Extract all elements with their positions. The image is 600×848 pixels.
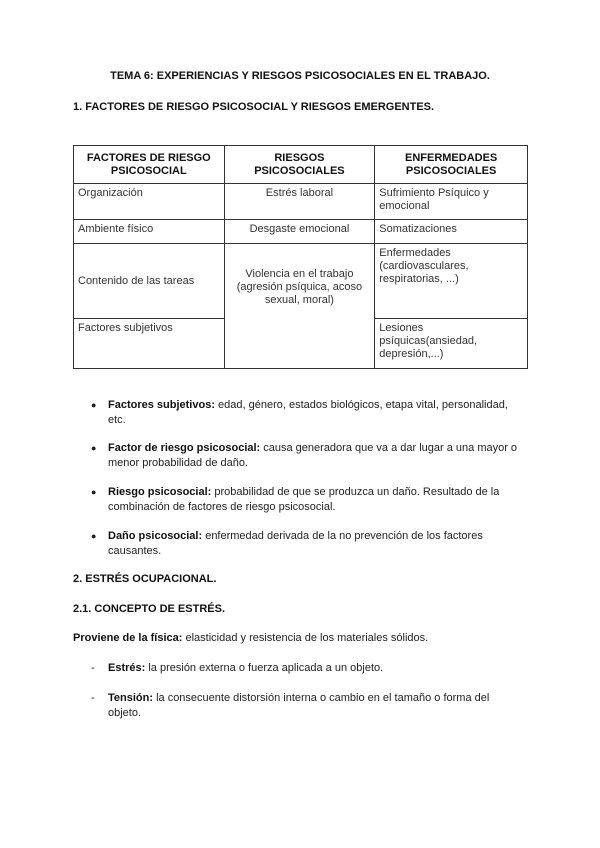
dash-text: la consecuente distorsión interna o cambio en el tamaño o forma del objeto. (108, 692, 490, 719)
bullet-term: Factor de riesgo psicosocial: (108, 442, 261, 454)
risk-factors-table (73, 145, 528, 369)
dash-item (91, 691, 518, 721)
table-row (74, 244, 528, 319)
document-title: TEMA 6: EXPERIENCIAS Y RIESGOS PSICOSOCIALES EN EL TRABAJO. (110, 70, 490, 82)
table-cell: Somatizaciones (375, 220, 528, 244)
dash-item (91, 661, 518, 676)
bullet-icon: ● (91, 443, 97, 453)
bullet-item (91, 485, 518, 515)
dash-text: la presión externa o fuerza aplicada a un objeto. (145, 662, 384, 674)
table-cell: Factores subjetivos (74, 319, 225, 369)
dash-icon: - (91, 692, 95, 704)
table-cell: Desgaste emocional (224, 220, 375, 244)
table-cell: Contenido de las tareas (74, 244, 225, 319)
section-heading-2: 2. ESTRÉS OCUPACIONAL. (73, 573, 217, 585)
bullet-item (91, 441, 518, 471)
dash-term: Estrés: (108, 662, 146, 674)
bullet-item (91, 529, 518, 559)
table-header: RIESGOS PSICOSOCIALES (224, 146, 375, 184)
table-cell: Organización (74, 184, 225, 220)
section-heading-2-1: 2.1. CONCEPTO DE ESTRÉS. (73, 603, 226, 615)
bullet-text: edad, género, estados biológicos, etapa vital, personalidad, etc. (108, 399, 508, 426)
paragraph (73, 632, 428, 644)
bullet-icon: ● (91, 400, 97, 410)
paragraph-text: elasticidad y resistencia de los materiales sólidos. (182, 632, 429, 644)
paragraph-term: Proviene de la física: (73, 632, 183, 644)
bullet-icon: ● (91, 487, 97, 497)
dash-icon: - (91, 662, 95, 674)
bullet-text: enfermedad derivada de la no prevención de los factores causantes. (108, 530, 483, 557)
table-row (74, 220, 528, 244)
table-header-row (74, 146, 528, 184)
bullet-term: Factores subjetivos: (108, 399, 215, 411)
table-cell: Lesiones psíquicas(ansiedad, depresión,...) (375, 319, 528, 369)
table-cell: Estrés laboral (224, 184, 375, 220)
table-cell: Ambiente físico (74, 220, 225, 244)
table-cell: Enfermedades (cardiovasculares, respiratorias, ...) (375, 244, 528, 319)
bullet-term: Daño psicosocial: (108, 530, 203, 542)
dash-term: Tensión: (108, 692, 154, 704)
bullet-item (91, 398, 518, 428)
section-heading-1: 1. FACTORES DE RIESGO PSICOSOCIAL Y RIESGOS EMERGENTES. (73, 101, 435, 113)
table-header: ENFERMEDADES PSICOSOCIALES (375, 146, 528, 184)
bullet-icon: ● (91, 531, 97, 541)
table-row (74, 184, 528, 220)
table-header: FACTORES DE RIESGO PSICOSOCIAL (74, 146, 225, 184)
bullet-text: causa generadora que va a dar lugar a una mayor o menor probabilidad de daño. (108, 442, 518, 469)
bullet-text: probabilidad de que se produzca un daño. Resultado de la combinación de factores de riesgo psicosocial. (108, 486, 500, 513)
bullet-term: Riesgo psicosocial: (108, 486, 212, 498)
table-cell: Sufrimiento Psíquico y emocional (375, 184, 528, 220)
table-cell: Violencia en el trabajo (agresión psíquica, acoso sexual, moral) (224, 244, 375, 369)
